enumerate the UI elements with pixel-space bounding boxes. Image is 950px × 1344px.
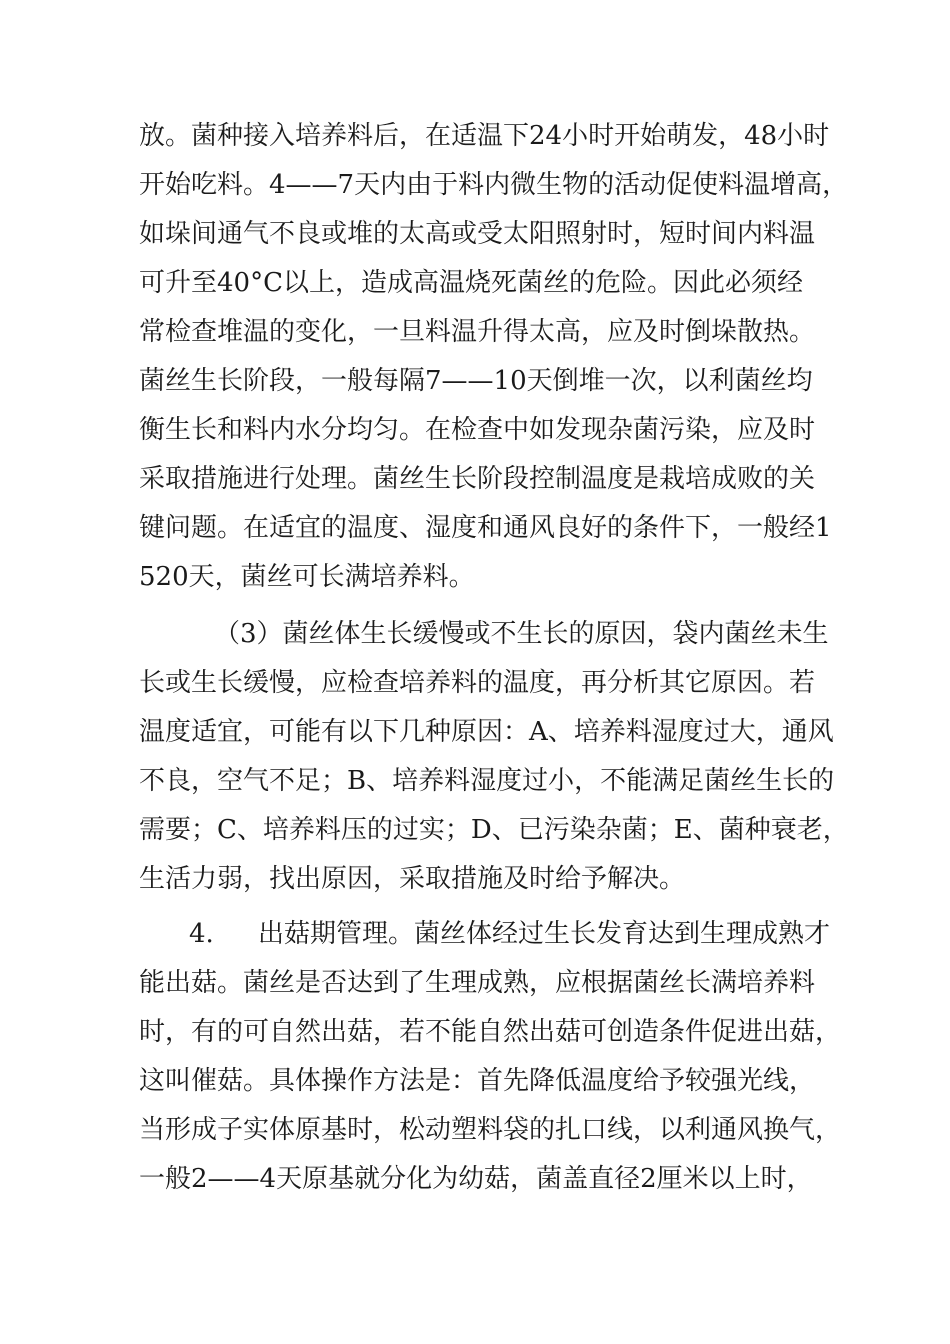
paragraph-line: 可升至40°C以上，造成高温烧死菌丝的危险。因此必须经: [139, 268, 803, 298]
paragraph-line: 长或生长缓慢，应检查培养料的温度，再分析其它原因。若: [139, 668, 816, 698]
paragraph-line: 键问题。在适宜的温度、湿度和通风良好的条件下，一般经1: [139, 513, 832, 543]
paragraph-line: 放。菌种接入培养料后，在适温下24小时开始萌发，48小时: [139, 121, 830, 151]
paragraph-line: 不良，空气不足；B、培养料湿度过小，不能满足菌丝生长的: [139, 766, 835, 796]
paragraph-line: 开始吃料。4——7天内由于料内微生物的活动促使料温增高，: [139, 170, 849, 200]
paragraph-line: 温度适宜，可能有以下几种原因：A、培养料湿度过大，通风: [139, 717, 834, 747]
paragraph-line: 衡生长和料内水分均匀。在检查中如发现杂菌污染，应及时: [139, 415, 816, 445]
paragraph-line: 如垛间通气不良或堆的太高或受太阳照射时，短时间内料温: [139, 219, 816, 249]
paragraph-line: 需要；C、培养料压的过实；D、已污染杂菌；E、菌种衰老，: [139, 815, 849, 845]
paragraph-line: 520天，菌丝可长满培养料。: [139, 562, 475, 592]
paragraph-line: 生活力弱，找出原因，采取措施及时给予解决。: [139, 864, 686, 894]
paragraph-line: 当形成子实体原基时，松动塑料袋的扎口线，以利通风换气，: [139, 1115, 842, 1145]
paragraph-line: 时，有的可自然出菇，若不能自然出菇可创造条件促进出菇，: [139, 1017, 842, 1047]
paragraph-line: 出菇期管理。菌丝体经过生长发育达到生理成熟才: [258, 919, 831, 949]
paragraph-line: （3）菌丝体生长缓慢或不生长的原因，袋内菌丝未生: [214, 619, 829, 649]
paragraph-line: 菌丝生长阶段，一般每隔7——10天倒堆一次，以利菌丝均: [139, 366, 813, 396]
section-number: 4.: [189, 919, 214, 949]
paragraph-line: 一般2——4天原基就分化为幼菇，菌盖直径2厘米以上时，: [139, 1164, 813, 1194]
paragraph-line: 采取措施进行处理。菌丝生长阶段控制温度是栽培成败的关: [139, 464, 816, 494]
paragraph-line: 能出菇。菌丝是否达到了生理成熟，应根据菌丝长满培养料: [139, 968, 816, 998]
paragraph-line: 常检查堆温的变化，一旦料温升得太高，应及时倒垛散热。: [139, 317, 816, 347]
paragraph-line: 这叫催菇。具体操作方法是：首先降低温度给予较强光线，: [139, 1066, 816, 1096]
